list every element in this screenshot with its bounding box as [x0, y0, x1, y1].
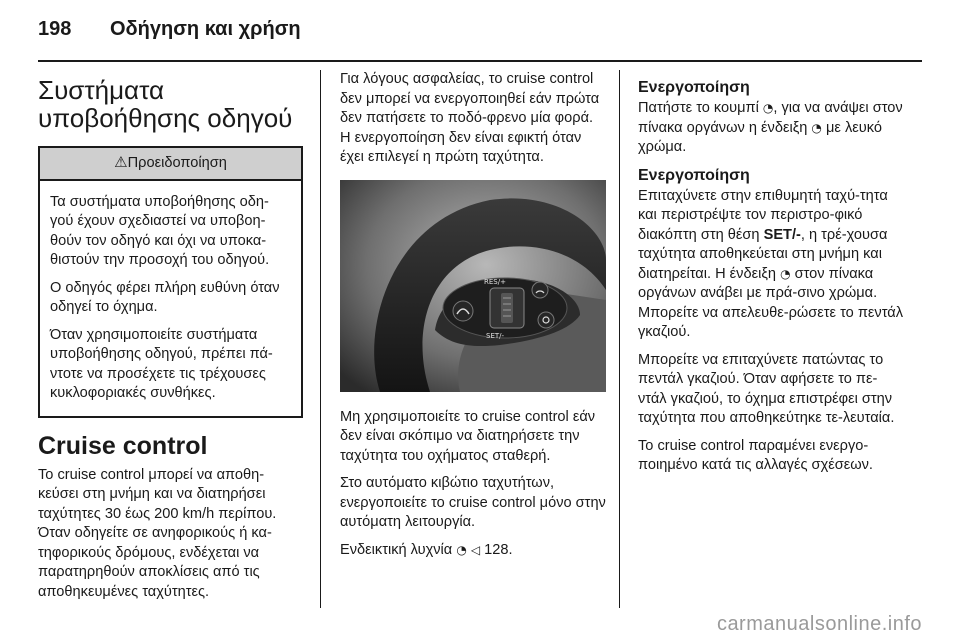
- section-title-line-1: Συστήματα: [38, 75, 165, 105]
- activation-text-a: Πατήστε το κουμπί: [638, 100, 759, 116]
- activation-text-c: με λευκό χρώμα.: [638, 119, 882, 155]
- warning-box: [38, 146, 303, 418]
- set-speed-text-b: , η τρέ-χουσα ταχύτητα αποθηκεύεται στη μνήμη και διατηρείται. Η ένδειξη: [638, 226, 888, 282]
- set-minus-label: SET/-: [486, 331, 505, 340]
- running-title: Οδήγηση και χρήση: [110, 18, 301, 40]
- set-speed-text-c: στον πίνακα οργάνων ανάβει με πρά-σινο χρώμα. Μπορείτε να απελευθε-ρώσετε το πεντάλ γκαζιού.: [638, 265, 904, 340]
- section-title-line-2: υποβοήθησης οδηγού: [38, 103, 293, 133]
- gear-change-paragraph: Το cruise control παραμένει ενεργο-ποιημένο κατά τις αλλαγές σχέσεων.: [638, 437, 873, 473]
- set-speed-text-a: Επιταχύνετε στην επιθυμητή ταχύ-τητα και περιστρέψτε τον περιστρο-φικό διακόπτη στη θέση: [638, 187, 888, 243]
- accelerate-paragraph: Μπορείτε να επιταχύνετε πατώντας το πεντάλ γκαζιού. Όταν αφήσετε το πε-ντάλ γκαζιού, το όχημα επιστρέφει στην ταχύτητα που αποθηκεύτηκε τε-λευταία.: [638, 351, 895, 426]
- subhead-activation: Ενεργοποίηση: [638, 79, 750, 96]
- page-number: 198: [38, 18, 72, 40]
- res-plus-label: RES/+: [484, 277, 506, 286]
- header-rule: [38, 60, 922, 62]
- warning-header: [40, 148, 301, 181]
- section-title: [38, 76, 303, 132]
- indicator-reference: [340, 541, 606, 561]
- activation-text-b: , για να ανάψει στον πίνακα οργάνων η ένδειξη: [638, 100, 903, 136]
- cruise-control-paragraph: Το cruise control μπορεί να αποθη-κεύσει στη μνήμη και να διατηρήσει ταχύτητες 30 έως 200 km/h περίπου. Όταν οδηγείτε σε ανηφορικούς ή κα-τηφορικούς δρόμους, ενδέχεται να παρατηρηθούν αποκλίσεις από τις αποθηκευμένες ταχύτητες.: [38, 466, 277, 600]
- indicator-page: 128.: [484, 541, 513, 558]
- speedometer-icon: ◔: [456, 542, 467, 557]
- column-divider-left: [320, 70, 321, 608]
- paragraph-2: Μη χρησιμοποιείτε το cruise control εάν δεν είναι σκόπιμο να διατηρήσετε την ταχύτητα του οχήματος σταθερή.: [340, 408, 596, 464]
- set-minus-term: SET/-: [763, 226, 801, 243]
- watermark: carmanualsonline.info: [716, 613, 922, 635]
- speedometer-icon: ◔: [762, 101, 774, 115]
- column-divider-right: [619, 70, 620, 608]
- warning-triangle-icon: ⚠: [114, 154, 128, 171]
- speedometer-icon: ◔: [780, 266, 791, 281]
- intro-paragraph: Για λόγους ασφαλείας, το cruise control δεν μπορεί να ενεργοποιηθεί εάν πρώτα δεν πατήσετε το ποδό-φρενο μία φορά. Η ενεργοποίηση δεν είναι εφικτή όταν έχει επιλεγεί η πρώτη ταχύτητα.: [340, 71, 600, 165]
- right-column: [638, 70, 904, 484]
- warning-label: Προειδοποίηση: [127, 155, 227, 171]
- warning-body: [40, 181, 301, 416]
- steering-wheel-illustration: [340, 180, 606, 392]
- speedometer-icon: ◔: [811, 120, 822, 135]
- left-column: [38, 70, 303, 610]
- activation-paragraph: [638, 99, 904, 158]
- warning-paragraph: Τα συστήματα υποβοήθησης οδη-γού έχουν σχεδιαστεί να υποβοη-θούν τον οδηγό και όχι να υποκα-θιστούν την προσοχή του οδηγού.: [50, 193, 270, 268]
- warning-paragraph: Ο οδηγός φέρει πλήρη ευθύνη όταν οδηγεί το όχημα.: [50, 279, 280, 315]
- steering-wheel-figure: [340, 180, 606, 392]
- paragraph-3: Στο αυτόματο κιβώτιο ταχυτήτων, ενεργοποιείτε το cruise control μόνο στην αυτόματη λειτουργία.: [340, 475, 606, 530]
- subhead-activation-2: Ενεργοποίηση: [638, 166, 750, 184]
- page-reference-arrow-icon: ◁: [470, 542, 481, 557]
- indicator-prefix: Ενδεικτική λυχνία: [340, 541, 453, 558]
- cruise-control-title: Cruise control: [38, 431, 208, 460]
- middle-column: [340, 70, 606, 568]
- warning-paragraph: Όταν χρησιμοποιείτε συστήματα υποβοήθησης οδηγού, πρέπει πά-ντοτε να προσέχετε τις τρέχουσες κυκλοφοριακές συνθήκες.: [50, 326, 273, 401]
- set-speed-paragraph: [638, 187, 904, 343]
